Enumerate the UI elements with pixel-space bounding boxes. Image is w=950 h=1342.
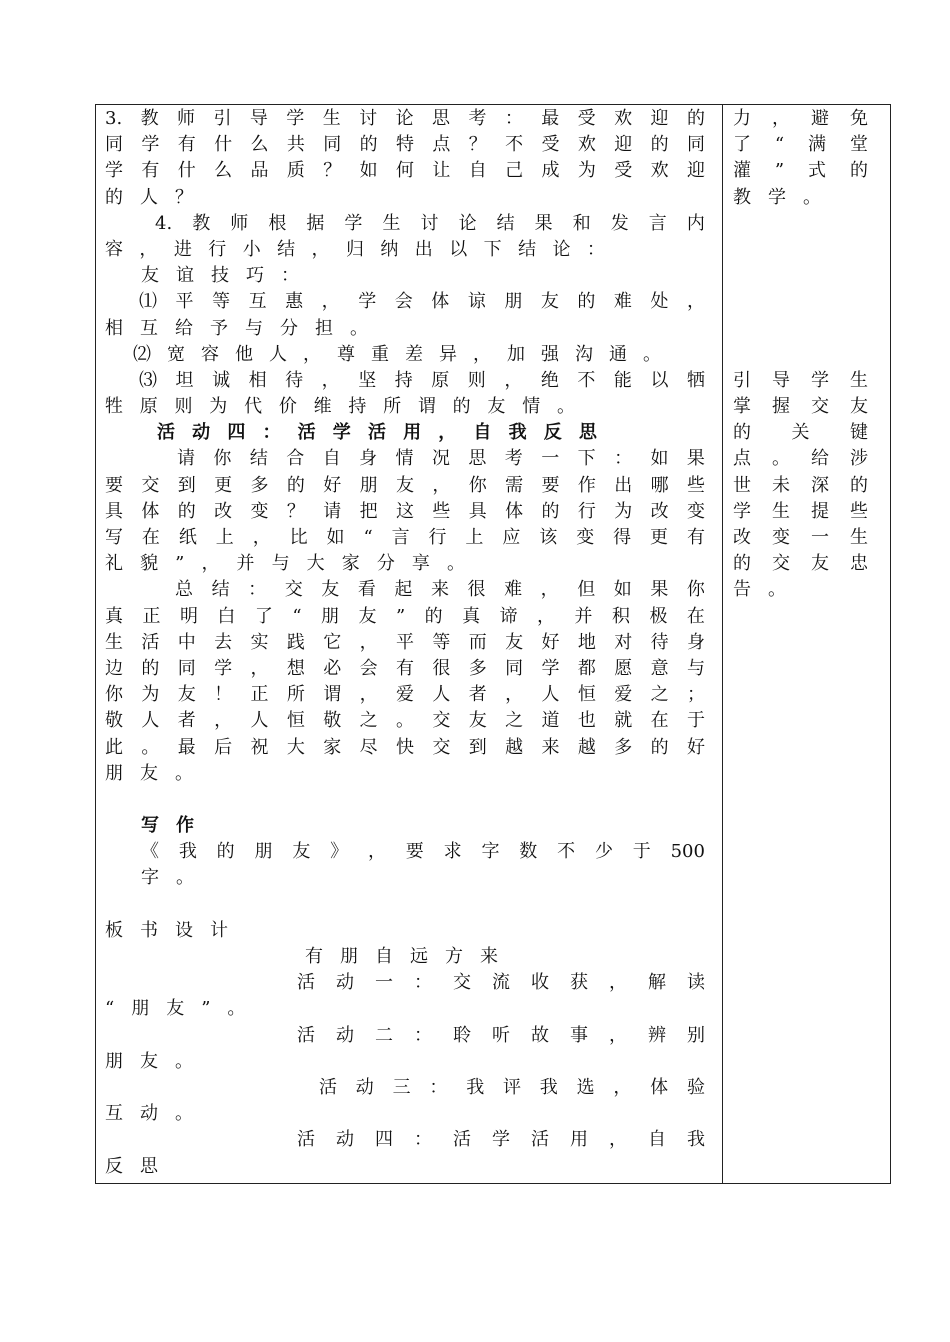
main-text-line: 边 的 同 学 ， 想 必 会 有 很 多 同 学 都 愿 意 与 (105, 657, 705, 679)
teaching-process-column (105, 106, 705, 1180)
main-text-line: 活 动 四 ： 活 学 活 用 ， 自 我 (297, 1129, 705, 1151)
main-text-line: 朋 友 。 (105, 1050, 193, 1072)
side-text-line: 的 关 键 (733, 422, 868, 444)
side-text-line: 掌 握 交 友 (733, 396, 868, 418)
side-blank-line (733, 342, 868, 368)
main-text-line: 《 我 的 朋 友 》 ， 要 求 字 数 不 少 于 500 (141, 841, 705, 863)
main-text-line: 牲 原 则 为 代 价 维 持 所 谓 的 友 情 。 (105, 396, 575, 418)
side-text-line: 力 ， 避 免 (733, 108, 868, 129)
side-blank-line (733, 237, 868, 263)
main-text-line: ⑵ 宽 容 他 人 ， 尊 重 差 异 ， 加 强 沟 通 。 (133, 343, 661, 365)
side-text-line: 世 未 深 的 (733, 474, 868, 496)
side-text-line: 引 导 学 生 (733, 369, 868, 391)
main-blank-line (105, 787, 705, 813)
side-text-line: 改 变 一 生 (733, 527, 868, 548)
main-text-line: 4. 教 师 根 据 学 生 讨 论 结 果 和 发 言 内 (155, 212, 705, 234)
main-text-line: 总 结 ： 交 友 看 起 来 很 难 ， 但 如 果 你 (175, 579, 705, 601)
side-blank-line (733, 211, 868, 237)
main-text-line: 具 体 的 改 变 ？ 请 把 这 些 具 体 的 行 为 改 变 (105, 500, 705, 522)
side-text-line: 点 。 给 涉 (733, 448, 868, 470)
main-text-line: 的 人 ？ (105, 186, 193, 208)
side-text-line: 告 。 (733, 579, 786, 601)
main-text-line: 生 活 中 去 实 践 它 ， 平 等 而 友 好 地 对 待 身 (105, 631, 705, 653)
main-text-line: 反 思 (105, 1155, 158, 1177)
side-blank-line (733, 289, 868, 315)
main-text-line: 3. 教 师 引 导 学 生 讨 论 思 考 ： 最 受 欢 迎 的 (105, 108, 705, 129)
main-text-line: 此 。 最 后 祝 大 家 尽 快 交 到 越 来 越 多 的 好 (105, 736, 705, 758)
main-text-line: 要 交 到 更 多 的 好 朋 友 ， 你 需 要 作 出 哪 些 (105, 474, 705, 496)
main-text-line: 互 动 。 (105, 1103, 193, 1125)
main-text-line: 请 你 结 合 自 身 情 况 思 考 一 下 ： 如 果 (177, 448, 705, 470)
side-text-line: 了 “ 满 堂 (733, 134, 868, 156)
side-blank-line (733, 263, 868, 289)
main-text-line: “ 朋 友 ” 。 (105, 998, 246, 1020)
main-text-line: 字 。 (141, 867, 194, 889)
main-text-line: 写 作 (141, 815, 194, 837)
side-blank-line (733, 316, 868, 342)
main-text-line: 真 正 明 白 了 “ 朋 友 ” 的 真 谛 ， 并 积 极 在 (105, 605, 705, 627)
main-text-line: 写 在 纸 上 ， 比 如 “ 言 行 上 应 该 变 得 更 有 (105, 527, 705, 548)
side-text-line: 教 学 。 (733, 186, 821, 208)
side-text-line: 灌 ” 式 的 (733, 160, 868, 182)
main-text-line: 敬 人 者 ， 人 恒 敬 之 。 交 友 之 道 也 就 在 于 (105, 710, 705, 732)
main-text-line: 礼 貌 ” ， 并 与 大 家 分 享 。 (105, 553, 465, 575)
main-text-line: 活 动 二 ： 聆 听 故 事 ， 辨 别 (297, 1024, 705, 1046)
main-text-line: 活 动 一 ： 交 流 收 获 ， 解 读 (297, 972, 705, 994)
main-text-line: ⑴ 平 等 互 惠 ， 学 会 体 谅 朋 友 的 难 处 ， (139, 291, 705, 313)
main-text-line: 有 朋 自 远 方 来 (305, 946, 498, 967)
main-text-line: 活 动 三 ： 我 评 我 选 ， 体 验 (319, 1076, 705, 1098)
main-text-line: 相 互 给 予 与 分 担 。 (105, 317, 368, 339)
main-text-line: 学 有 什 么 品 质 ？ 如 何 让 自 己 成 为 受 欢 迎 (105, 160, 705, 182)
main-text-line: 活 动 四 ： 活 学 活 用 ， 自 我 反 思 (157, 422, 597, 444)
main-text-line: ⑶ 坦 诚 相 待 ， 坚 持 原 则 ， 绝 不 能 以 牺 (139, 369, 705, 391)
design-intent-column (733, 106, 868, 604)
main-text-line: 同 学 有 什 么 共 同 的 特 点 ？ 不 受 欢 迎 的 同 (105, 134, 705, 156)
main-text-line: 容 ， 进 行 小 结 ， 归 纳 出 以 下 结 论 ： (105, 238, 605, 260)
main-text-line: 你 为 友 ！ 正 所 谓 ， 爱 人 者 ， 人 恒 爱 之 ； (105, 684, 705, 706)
side-text-line: 的 交 友 忠 (733, 553, 868, 575)
main-text-line: 朋 友 。 (105, 762, 193, 784)
main-blank-line (105, 892, 705, 918)
side-text-line: 学 生 提 些 (733, 500, 868, 522)
column-divider (722, 104, 723, 1184)
main-text-line: 友 谊 技 巧 ： (141, 265, 299, 287)
main-text-line: 板 书 设 计 (105, 919, 228, 941)
